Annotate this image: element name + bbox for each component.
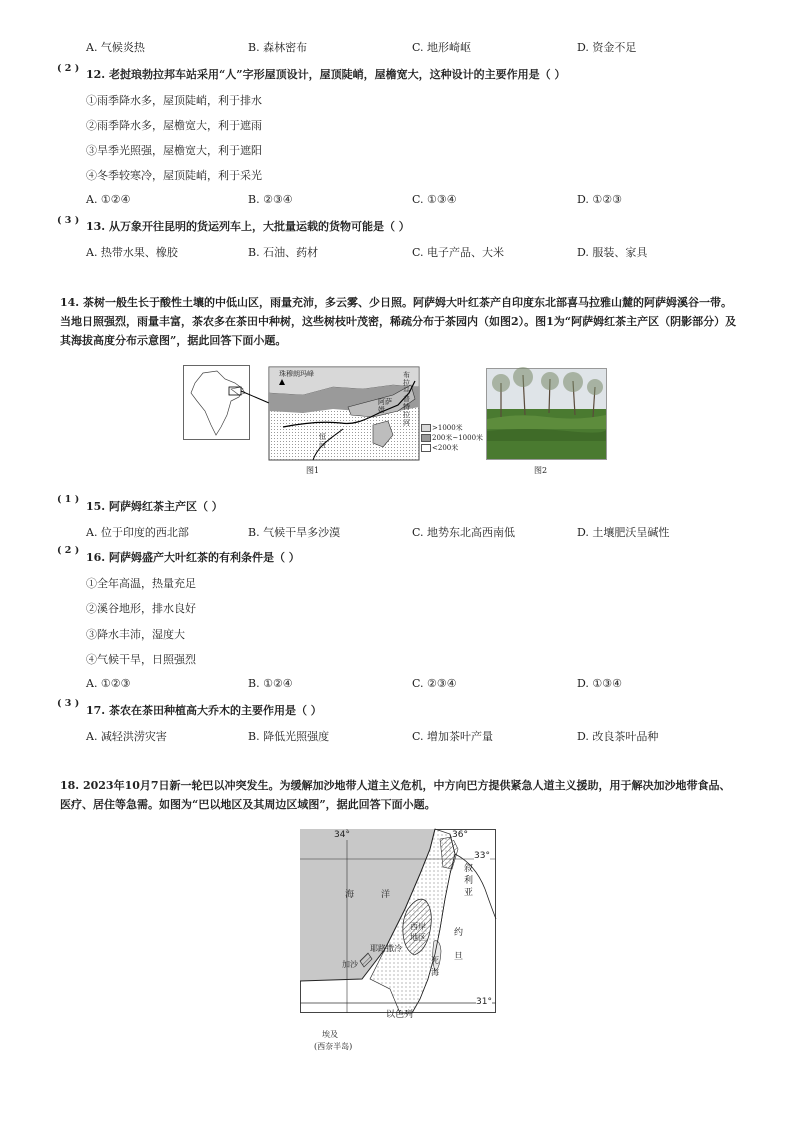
deadsea-label-2: 海: [431, 968, 439, 977]
legend-label-high: >1000米: [432, 424, 463, 432]
option-d[interactable]: D. ①③④: [577, 677, 623, 690]
option-a[interactable]: A. 减轻洪涝灾害: [86, 730, 167, 743]
sub-question-number: ( 3 ): [57, 215, 80, 226]
statement-3: ③旱季光照强，屋檐宽大，利于遮阳: [86, 144, 262, 157]
question-18-intro: 18. 2023年10月7日新一轮巴以冲突发生。为缓解加沙地带人道主义危机，中方向巴方提供紧急人道主义援助，用于解决加沙地带食品、医疗、居住等急需。如图为“巴以地区及其周边区域图”，据此回答下面小题。: [60, 779, 731, 811]
option-b[interactable]: B. 降低光照强度: [248, 730, 330, 743]
option-c[interactable]: C. 地势东北高西南低: [412, 526, 516, 539]
westbank-label-1: 西岸: [410, 922, 426, 931]
tea-garden-photo: [486, 368, 607, 460]
option-a[interactable]: A. ①②③: [86, 677, 131, 690]
question-12-stem: 12. 老挝琅勃拉邦车站采用“人”字形屋顶设计，屋顶陡峭，屋檐宽大，这种设计的主要作用是（ ）: [86, 68, 566, 81]
option-d[interactable]: D. ①②③: [577, 193, 623, 206]
latitude-31: 31°: [476, 997, 492, 1007]
longitude-34: 34°: [334, 830, 350, 840]
statement-2: ②溪谷地形，排水良好: [86, 602, 196, 615]
option-a[interactable]: A. 气候炎热: [86, 41, 145, 54]
jordan-label-2: 旦: [454, 952, 464, 962]
option-c[interactable]: C. 电子产品、大米: [412, 246, 505, 259]
option-d[interactable]: D. 服装、家具: [577, 246, 648, 259]
syria-label-1: 叙: [464, 864, 474, 874]
sub-question-number: ( 3 ): [57, 698, 80, 709]
question-17-stem: 17. 茶农在茶田种植高大乔木的主要作用是（ ）: [86, 704, 322, 717]
egypt-label-1: 埃及: [322, 1030, 338, 1039]
option-b[interactable]: B. 气候干旱多沙漠: [248, 526, 341, 539]
gaza-label: 加沙: [342, 960, 358, 969]
option-a[interactable]: A. ①②④: [86, 193, 131, 206]
syria-label-2: 利: [464, 876, 474, 886]
option-a[interactable]: A. 热带水果、橡胶: [86, 246, 178, 259]
option-b[interactable]: B. 森林密布: [248, 41, 308, 54]
statement-1: ①雨季降水多，屋顶陡峭，利于排水: [86, 94, 262, 107]
sea-label-1: 海: [345, 890, 355, 900]
question-14-intro: 14. 茶树一般生长于酸性土壤的中低山区，雨量充沛，多云雾、少日照。阿萨姆大叶红茶产自印度东北部喜马拉雅山麓的阿萨姆溪谷一带。当地日照强烈，雨量丰富，茶农多在茶田中种树，这些树枝叶茂密，稀疏分布于茶园内（如图2）。图1为“阿萨姆红茶主产区（阴影部分）及其海拔高度分布示意图”，据此回答下面小题。: [60, 296, 737, 347]
map-label-everest: 珠穆朗玛峰: [279, 370, 314, 378]
statement-4: ④气候干旱，日照强烈: [86, 653, 196, 666]
legend-label-low: <200米: [432, 444, 459, 452]
question-15-stem: 15. 阿萨姆红茶主产区（ ）: [86, 500, 223, 513]
figure-1-caption: 图1: [306, 466, 320, 475]
figure-2-caption: 图2: [534, 466, 548, 475]
option-c[interactable]: C. 增加茶叶产量: [412, 730, 494, 743]
question-16-stem: 16. 阿萨姆盛产大叶红茶的有利条件是（ ）: [86, 551, 300, 564]
option-c[interactable]: C. ①③④: [412, 193, 457, 206]
jordan-label-1: 约: [454, 928, 464, 938]
longitude-36: 36°: [452, 830, 468, 840]
israel-label: 以色列: [386, 1010, 414, 1020]
latitude-33: 33°: [474, 851, 490, 861]
option-b[interactable]: B. ②③④: [248, 193, 293, 206]
option-d[interactable]: D. 改良茶叶品种: [577, 730, 659, 743]
map-label-ganges: 恒河: [319, 433, 326, 449]
map-label-assam: 阿萨姆: [378, 398, 392, 414]
legend-swatch-low: [421, 444, 431, 452]
legend-swatch-high: [421, 424, 431, 432]
question-13-stem: 13. 从万象开往昆明的货运列车上，大批量运载的货物可能是（ ）: [86, 220, 410, 233]
syria-label-3: 亚: [464, 888, 474, 898]
option-c[interactable]: C. 地形崎岖: [412, 41, 472, 54]
option-b[interactable]: B. ①②④: [248, 677, 293, 690]
option-b[interactable]: B. 石油、药材: [248, 246, 319, 259]
map-label-brahmaputra: 布拉马普特拉河: [403, 371, 410, 427]
option-a[interactable]: A. 位于印度的西北部: [86, 526, 189, 539]
sub-question-number: ( 2 ): [57, 63, 80, 74]
option-d[interactable]: D. 资金不足: [577, 41, 637, 54]
deadsea-label-1: 死: [431, 956, 439, 965]
option-c[interactable]: C. ②③④: [412, 677, 457, 690]
figure-1: [183, 365, 419, 460]
israel-palestine-map: [300, 829, 496, 1051]
westbank-label-2: 地区: [410, 933, 426, 942]
figure-1-legend: [421, 423, 491, 453]
regional-map: [300, 829, 496, 1013]
sea-label-2: 洋: [381, 890, 391, 900]
statement-2: ②雨季降水多，屋檐宽大，利于遮雨: [86, 119, 262, 132]
egypt-label-2: (西奈半岛): [314, 1042, 353, 1051]
statement-1: ①全年高温，热量充足: [86, 577, 196, 590]
legend-label-mid: 200米~1000米: [432, 434, 484, 442]
sub-question-number: ( 1 ): [57, 494, 80, 505]
sub-question-number: ( 2 ): [57, 545, 80, 556]
statement-3: ③降水丰沛，湿度大: [86, 628, 185, 641]
jerusalem-label: 耶路撒冷: [370, 944, 402, 953]
option-d[interactable]: D. 土壤肥沃呈碱性: [577, 526, 670, 539]
statement-4: ④冬季较寒冷，屋顶陡峭，利于采光: [86, 169, 262, 182]
legend-swatch-mid: [421, 434, 431, 442]
